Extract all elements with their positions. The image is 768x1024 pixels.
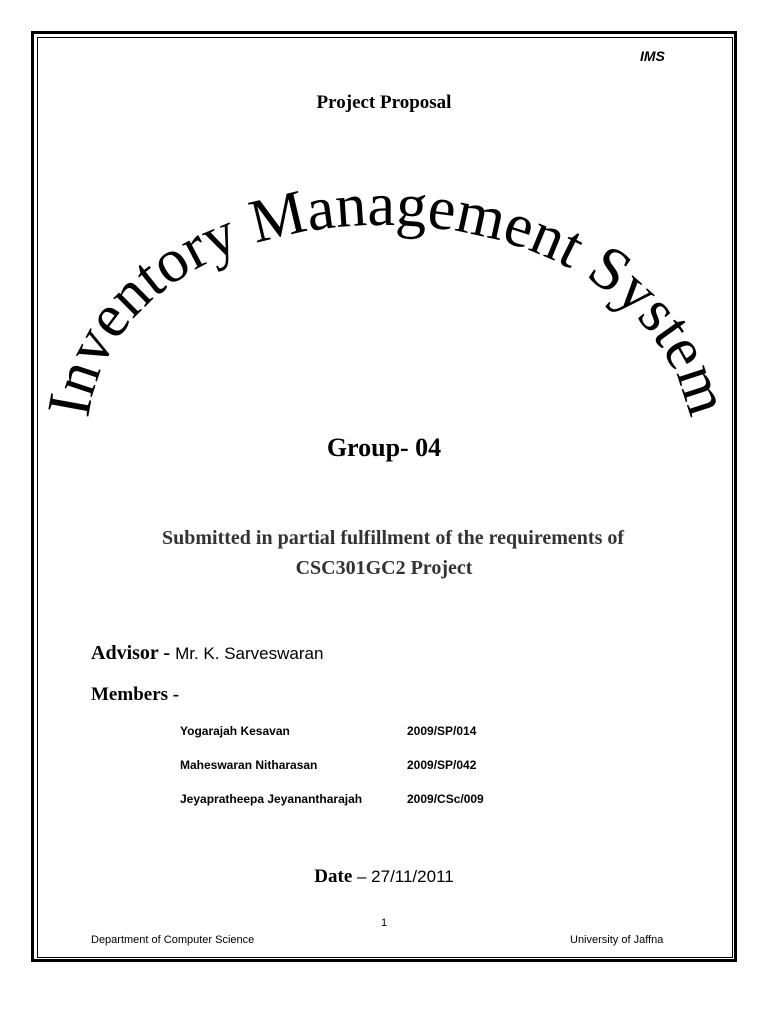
member-id: 2009/CSc/009 bbox=[407, 792, 484, 806]
arched-title bbox=[0, 120, 768, 440]
submitted-line-1: Submitted in partial fulfillment of the requirements of bbox=[161, 527, 625, 549]
group-label: Group- 04 bbox=[326, 433, 442, 462]
advisor-name: Mr. K. Sarveswaran bbox=[175, 644, 324, 663]
date-label: Date bbox=[314, 866, 353, 887]
date-separator: – bbox=[352, 867, 372, 886]
doc-heading: Project Proposal bbox=[316, 92, 452, 113]
date-row bbox=[0, 866, 768, 888]
arched-title-text bbox=[35, 171, 743, 423]
page-number: 1 bbox=[380, 917, 388, 929]
member-name: Jeyapratheepa Jeyanantharajah bbox=[180, 792, 363, 806]
header-tag: IMS bbox=[640, 48, 665, 64]
advisor-label: Advisor - bbox=[91, 642, 171, 664]
member-name: Maheswaran Nitharasan bbox=[180, 758, 318, 772]
member-name: Yogarajah Kesavan bbox=[180, 724, 290, 738]
arched-title-textpath: Inventory Management System bbox=[34, 170, 743, 423]
member-id: 2009/SP/042 bbox=[407, 758, 477, 772]
member-id: 2009/SP/014 bbox=[407, 724, 477, 738]
footer-right: University of Jaffna bbox=[570, 934, 664, 946]
members-label: Members - bbox=[91, 684, 180, 705]
date-value: 27/11/2011 bbox=[371, 867, 454, 886]
footer-left: Department of Computer Science bbox=[91, 934, 255, 946]
submitted-line-2: CSC301GC2 Project bbox=[295, 557, 473, 579]
advisor-row bbox=[91, 642, 323, 665]
